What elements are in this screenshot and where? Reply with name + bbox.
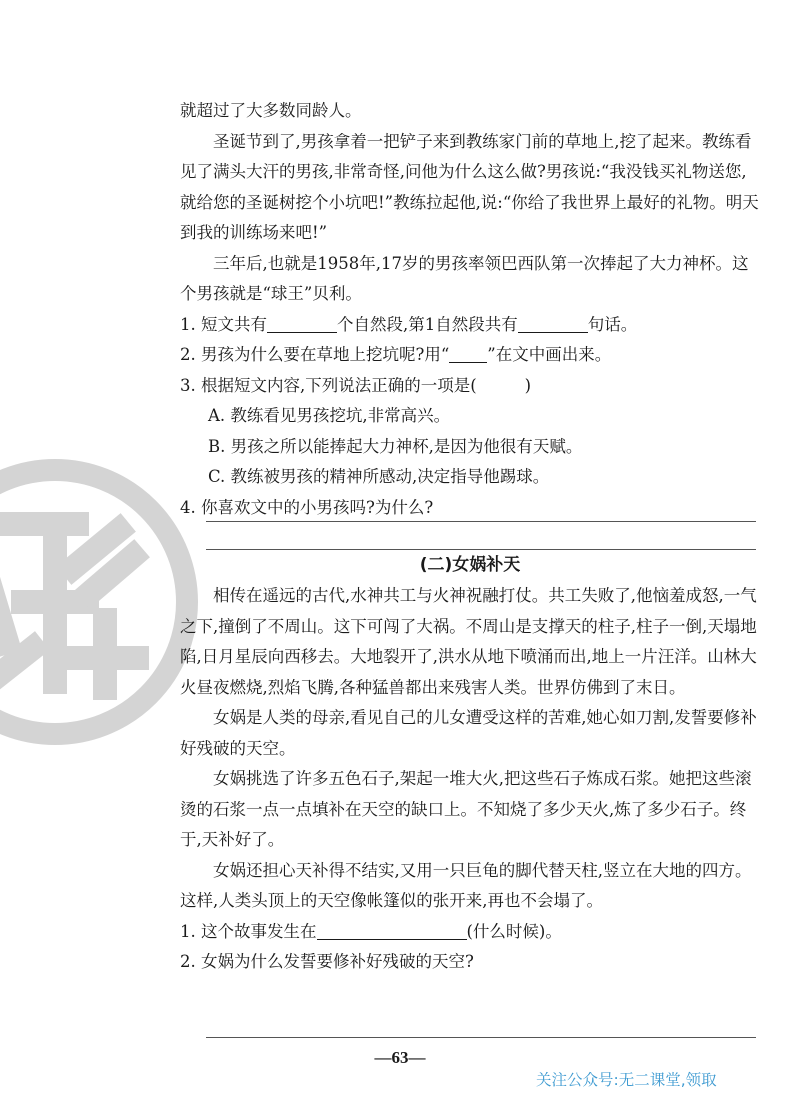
option-c: C. 教练被男孩的精神所感动,决定指导他踢球。 xyxy=(208,467,550,486)
option-a: A. 教练看见男孩挖坑,非常高兴。 xyxy=(208,406,451,425)
story-two xyxy=(180,581,760,978)
answer-blank[interactable] xyxy=(518,314,588,333)
story-two-paragraph: 女娲挑选了许多五色石子,架起一堆大火,把这些石子炼成石浆。她把这些滚烫的石浆一点一点填补在天空的缺口上。不知烧了多少天火,炼了多少石子。终于,天补好了。 xyxy=(180,769,752,849)
option-b: B. 男孩之所以能捧起大力神杯,是因为他很有天赋。 xyxy=(208,436,583,456)
answer-blank[interactable] xyxy=(317,921,467,940)
section-title: (二)女娲补天 xyxy=(419,555,521,575)
page-number: —63— xyxy=(374,1048,426,1067)
story-two-paragraph: 相传在遥远的古代,水神共工与火神祝融打仗。共工失败了,他恼羞成怒,一气之下,撞倒了不周山。这下可闯了大祸。不周山是支撑天的柱子,柱子一倒,天塌地陷,日月星辰向西移去。大地裂开了,洪水从地下喷涌而出,地上一片汪洋。山林大火昼夜燃烧,烈焰飞腾,各种猛兽都出来残害人类。世界仿佛到了末日。 xyxy=(180,586,757,697)
story-one-continuation: 就超过了大多数同龄人。 xyxy=(180,101,362,120)
question-4: 4. 你喜欢文中的小男孩吗?为什么? xyxy=(180,497,434,517)
question-2: 2. 男孩为什么要在草地上挖坑呢?用“ ”在文中画出来。 xyxy=(180,345,612,364)
story-two-paragraph: 女娲还担心天补得不结实,又用一只巨龟的脚代替天柱,竖立在大地的四方。这样,人类头顶上的天空像帐篷似的张开来,再也不会塌了。 xyxy=(180,860,752,910)
footer-note: 关注公众号:无二课堂,领取 xyxy=(536,1071,717,1089)
answer-blank[interactable] xyxy=(267,314,337,333)
question-3: 3. 根据短文内容,下列说法正确的一项是( ) xyxy=(180,375,532,395)
question-2: 2. 女娲为什么发誓要修补好残破的天空? xyxy=(180,952,474,971)
story-one-paragraph: 三年后,也就是1958年,17岁的男孩率领巴西队第一次捧起了大力神杯。这个男孩就是“球王”贝利。 xyxy=(180,253,749,303)
story-one xyxy=(180,96,760,523)
underline-mark xyxy=(449,344,487,363)
answer-line[interactable] xyxy=(206,1037,756,1038)
story-two-paragraph: 女娲是人类的母亲,看见自己的儿女遭受这样的苦难,她心如刀割,发誓要修补好残破的天空。 xyxy=(180,708,757,758)
question-1: 1. 这个故事发生在 (什么时候)。 xyxy=(180,921,562,941)
answer-line[interactable] xyxy=(206,521,756,522)
watermark-stamp xyxy=(0,452,205,752)
story-one-paragraph: 圣诞节到了,男孩拿着一把铲子来到教练家门前的草地上,挖了起来。教练看见了满头大汗的男孩,非常奇怪,问他为什么这么做?男孩说:“我没钱买礼物送您,就给您的圣诞树挖个小坑吧!”教练拉起他,说:“你给了我世界上最好的礼物。明天到我的训练场来吧!” xyxy=(180,131,759,242)
question-1: 1. 短文共有 个自然段,第1自然段共有 句话。 xyxy=(180,314,638,334)
